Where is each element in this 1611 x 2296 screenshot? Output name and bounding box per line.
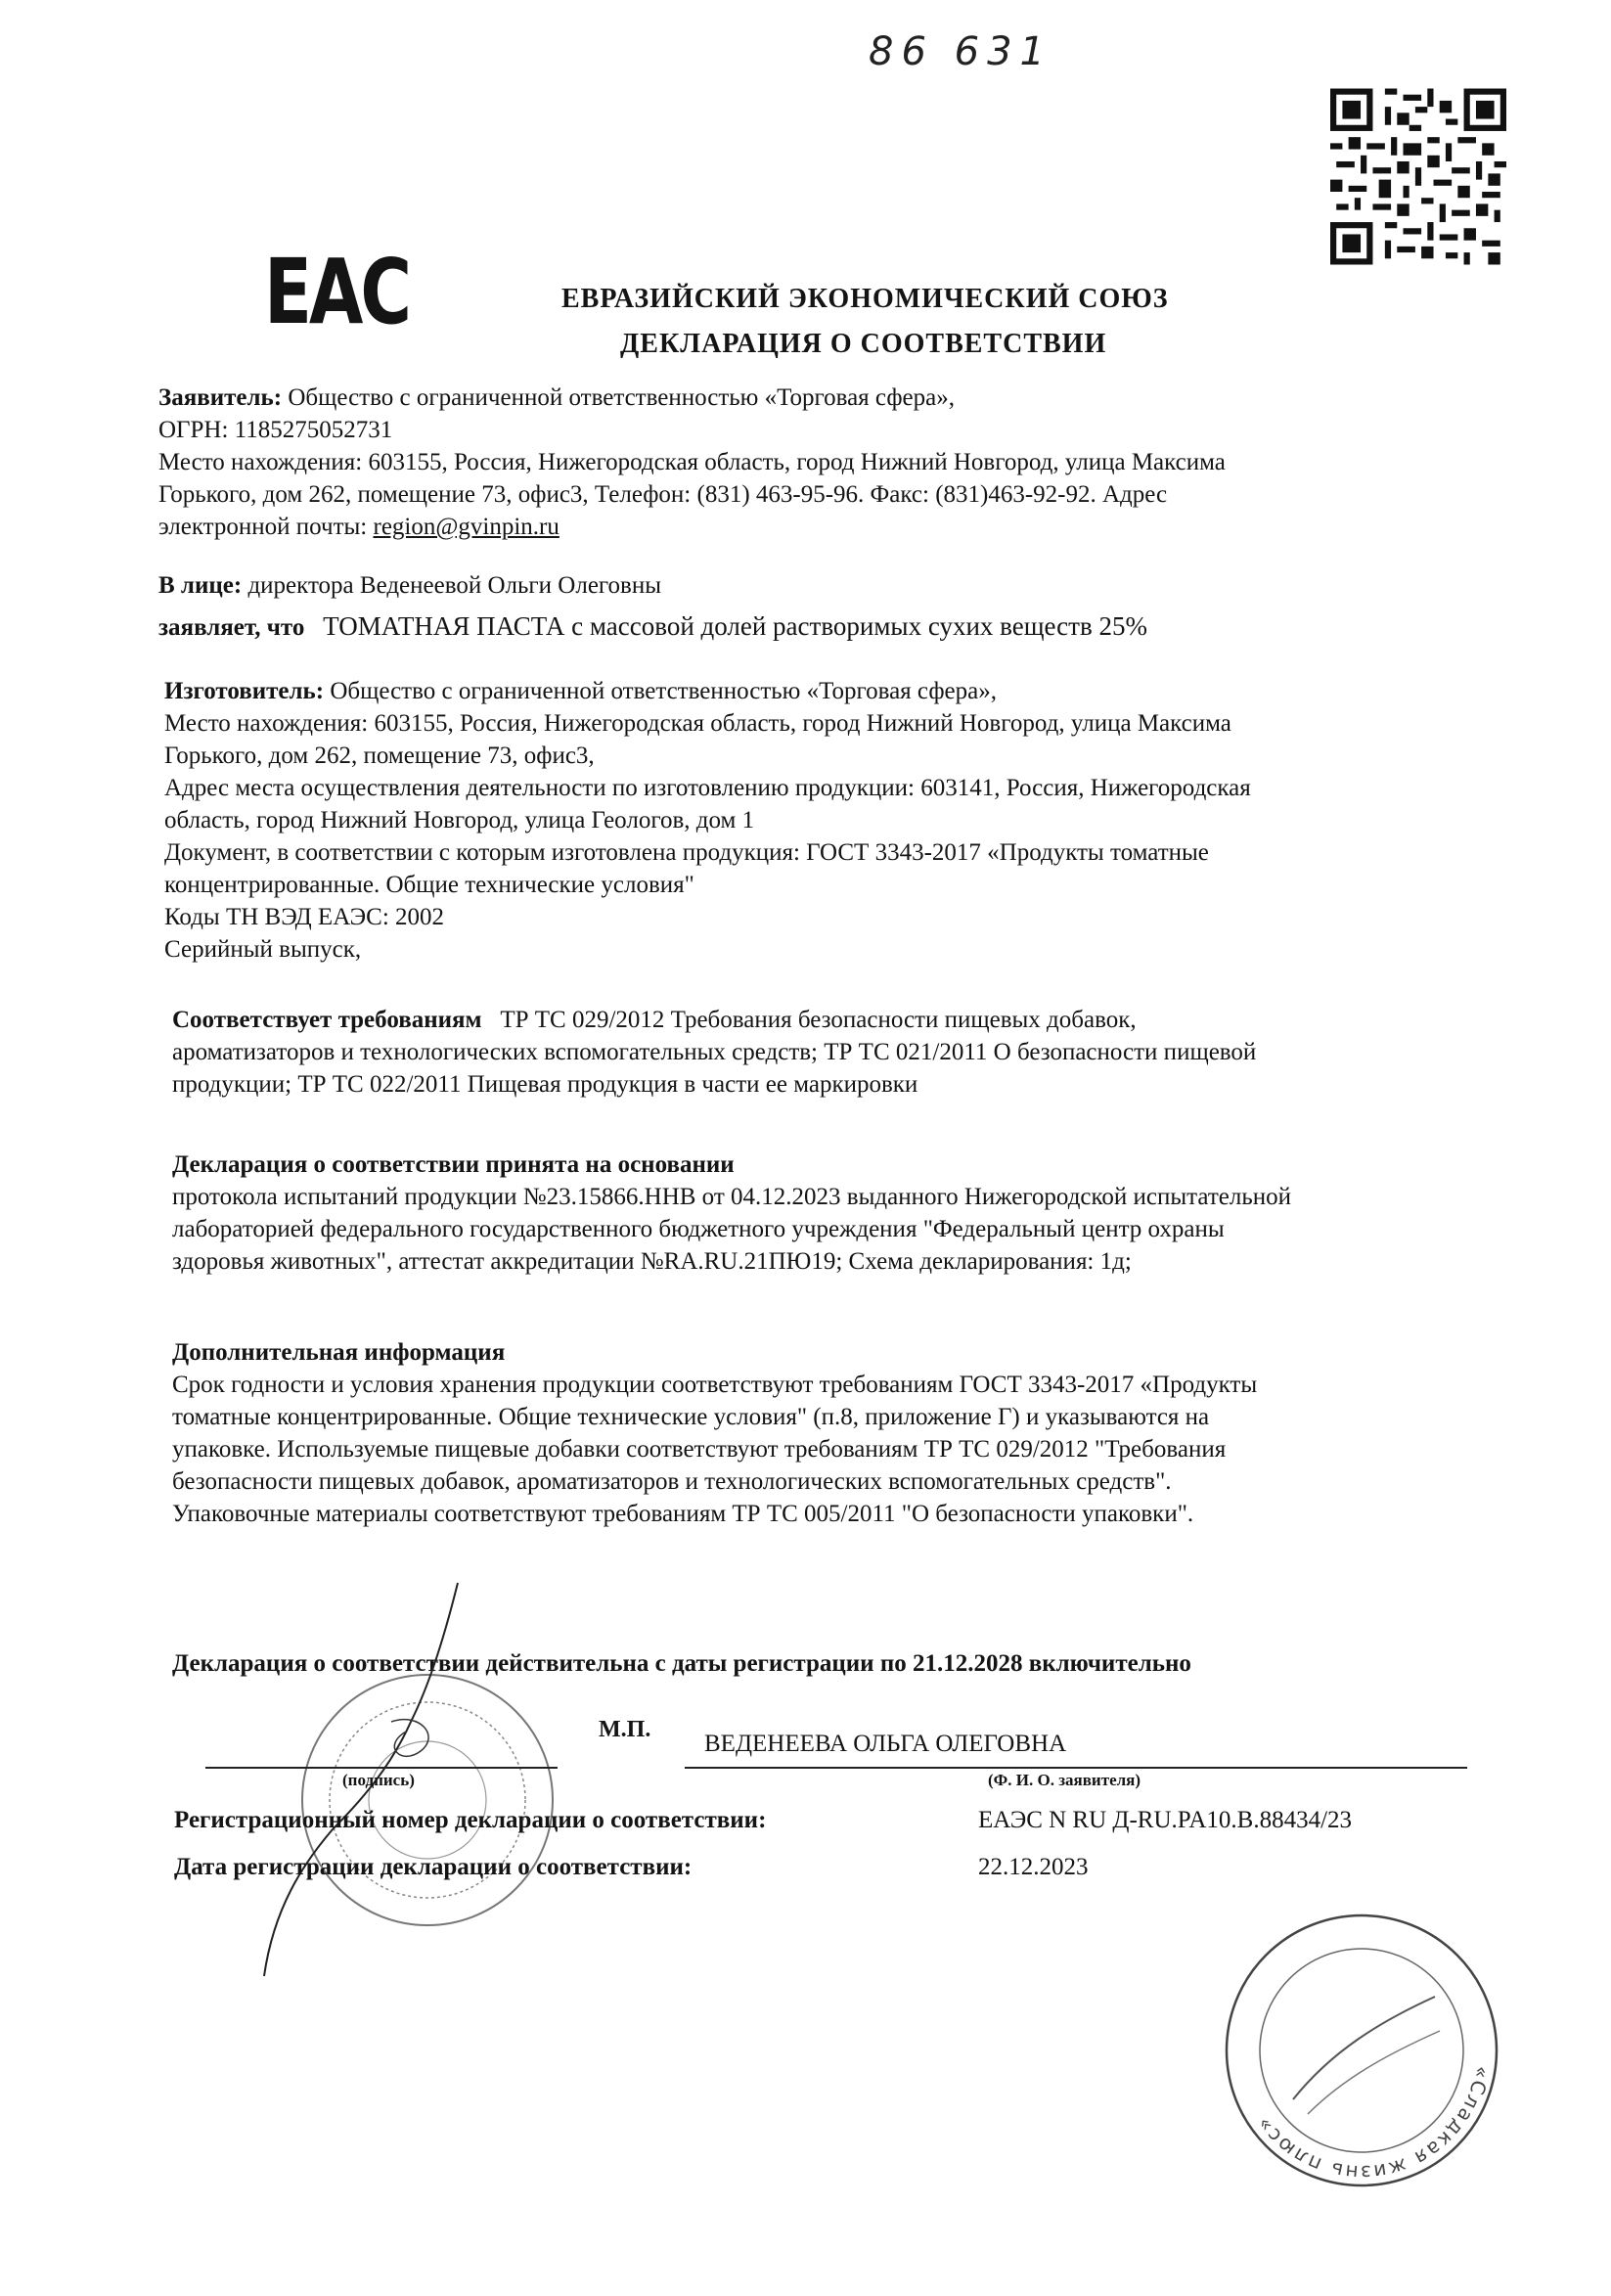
caption-name: (Ф. И. О. заявителя) (988, 1771, 1141, 1789)
additional-line-0: Срок годности и условия хранения продукции соответствуют требованиям ГОСТ 3343-2017 «Продукты (172, 1372, 1258, 1398)
additional-block (172, 1336, 1257, 1530)
manufacturer-line-7: Коды ТН ВЭД ЕАЭС: 2002 (164, 904, 445, 930)
additional-line-3: безопасности пищевых добавок, ароматизаторов и технологических вспомогательных средств". (172, 1468, 1172, 1495)
page-title: ДЕКЛАРАЦИЯ О СООТВЕТСТВИИ (620, 329, 1107, 359)
name-line (685, 1767, 1467, 1769)
applicant-line-3: Горького, дом 262, помещение 73, офис3, Телефон: (831) 463-95-96. Факс: (831)463-92-92. Адрес (158, 481, 1168, 508)
conformity-line-1: ароматизаторов и технологических вспомогательных средств; ТР ТС 021/2011 О безопасности пищевой (172, 1039, 1257, 1065)
caption-signature: (подпись) (342, 1771, 415, 1789)
manufacturer-line-8: Серийный выпуск, (164, 936, 362, 963)
manufacturer-line-5: Документ, в соответствии с которым изготовлена продукция: ГОСТ 3343-2017 «Продукты томатные (164, 839, 1209, 866)
qr-code-icon (1330, 86, 1506, 267)
seal-ring-text: «Сладкая жизнь плюс» (1250, 2063, 1495, 2185)
applicant-line-2: Место нахождения: 603155, Россия, Нижегородская область, город Нижний Новгород, улица Максима (158, 449, 1226, 475)
organization-seal-icon (1215, 1904, 1508, 2197)
conformity-line-2: продукции; ТР ТС 022/2011 Пищевая продукция в части ее маркировки (172, 1071, 918, 1098)
registration-number-value: ЕАЭС N RU Д-RU.PA10.B.88434/23 (978, 1807, 1353, 1833)
basis-heading: Декларация о соответствии принята на основании (172, 1151, 735, 1178)
manufacturer-line-4: область, город Нижний Новгород, улица Геологов, дом 1 (164, 807, 755, 833)
manufacturer-line-1: Место нахождения: 603155, Россия, Нижегородская область, город Нижний Новгород, улица Максима (164, 710, 1231, 737)
basis-line-2: здоровья животных", аттестат аккредитации №RA.RU.21ПЮ19; Схема декларирования: 1д; (172, 1248, 1132, 1275)
conformity-line-0: ТР ТС 029/2012 Требования безопасности пищевых добавок, (500, 1007, 1137, 1033)
applicant-name: ВЕДЕНЕЕВА ОЛЬГА ОЛЕГОВНА (704, 1731, 1067, 1757)
email-link[interactable]: region@gvinpin.ru (373, 514, 559, 540)
applicant-block (158, 382, 1226, 543)
person-label: В лице: (158, 572, 243, 599)
additional-line-2: упаковке. Используемые пищевые добавки соответствуют требованиям ТР ТС 029/2012 "Требования (172, 1436, 1227, 1463)
additional-line-1: томатные концентрированные. Общие технические условия" (п.8, приложение Г) и указываются на (172, 1404, 1210, 1430)
conformity-label: Соответствует требованиям (172, 1007, 482, 1033)
signature-line (205, 1767, 558, 1769)
basis-line-1: лабораторией федерального государственного бюджетного учреждения "Федеральный центр охраны (172, 1216, 1225, 1242)
additional-line-4: Упаковочные материалы соответствуют требованиям ТР ТС 005/2011 "О безопасности упаковки". (172, 1501, 1194, 1527)
person-value: директора Веденеевой Ольги Олеговны (247, 572, 662, 599)
manufacturer-line-3: Адрес места осуществления деятельности по изготовлению продукции: 603141, Россия, Нижегородская (164, 775, 1251, 801)
eac-logo: EAC (264, 240, 409, 344)
union-title: ЕВРАЗИЙСКИЙ ЭКОНОМИЧЕСКИЙ СОЮЗ (561, 284, 1169, 314)
validity-statement: Декларация о соответствии действительна с даты регистрации по 21.12.2028 включительно (172, 1650, 1191, 1677)
manufacturer-block (164, 675, 1251, 966)
registration-date-value: 22.12.2023 (978, 1854, 1089, 1880)
manufacturer-label: Изготовитель: (164, 678, 325, 704)
applicant-label: Заявитель: (158, 384, 283, 411)
handwritten-number: 86 631 (869, 29, 1052, 74)
basis-line-0: протокола испытаний продукции №23.15866.ННВ от 04.12.2023 выданного Нижегородской испытательной (172, 1184, 1292, 1210)
basis-block (172, 1148, 1291, 1278)
manufacturer-line-0: Общество с ограниченной ответственностью «Торговая сфера», (330, 678, 997, 704)
applicant-line-1: ОГРН: 1185275052731 (158, 417, 393, 443)
person-row (158, 569, 661, 602)
registration-number-label: Регистрационный номер декларации о соответствии: (174, 1807, 767, 1833)
email-prefix: электронной почты: (158, 514, 374, 540)
declares-label: заявляет, что (158, 614, 305, 641)
additional-heading: Дополнительная информация (172, 1339, 506, 1366)
manufacturer-line-2: Горького, дом 262, помещение 73, офис3, (164, 743, 595, 769)
manufacturer-line-6: концентрированные. Общие технические условия" (164, 872, 694, 898)
declares-row (158, 610, 1147, 644)
conformity-block (172, 1004, 1256, 1101)
declares-value: ТОМАТНАЯ ПАСТА с массовой долей растворимых сухих веществ 25% (323, 611, 1147, 641)
applicant-line-0: Общество с ограниченной ответственностью «Торговая сфера», (288, 384, 955, 411)
registration-date-label: Дата регистрации декларации о соответствии: (174, 1854, 693, 1880)
mp-label: М.П. (599, 1717, 651, 1742)
